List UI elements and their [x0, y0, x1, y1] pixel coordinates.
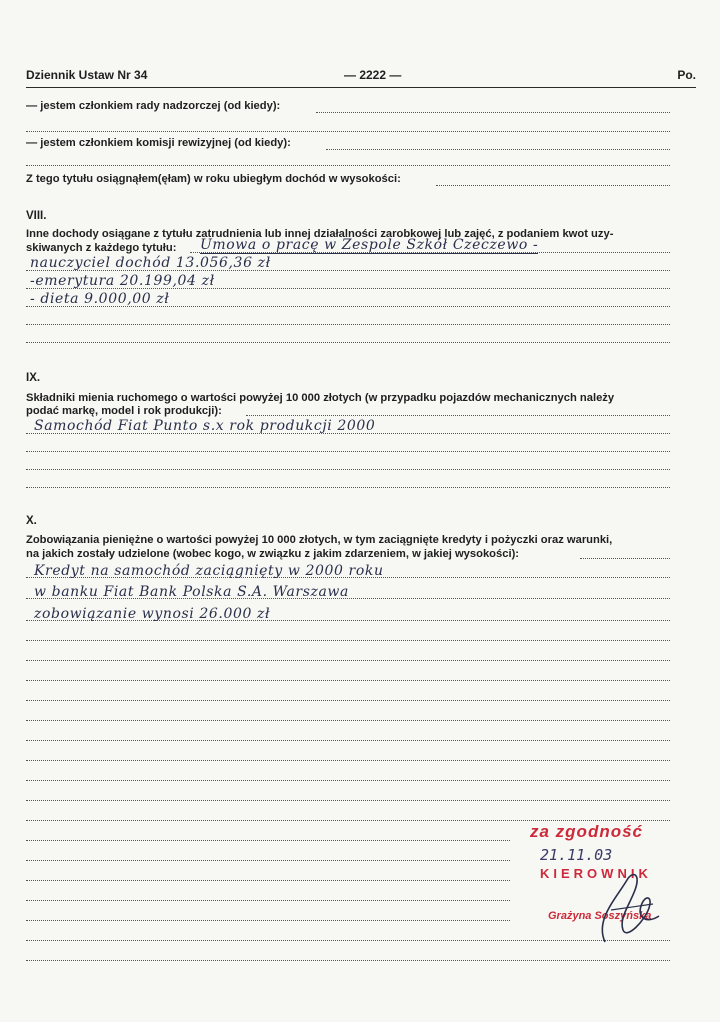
- signature-image: [575, 860, 665, 950]
- dotted-line: [26, 660, 670, 661]
- dotted-line: [26, 680, 670, 681]
- rada-line: — jestem członkiem rady nadzorczej (od kiedy):: [26, 100, 281, 112]
- dotted-line: [326, 149, 670, 150]
- dotted-line: [26, 880, 510, 881]
- section-viii-text-2: skiwanych z każdego tytułu:: [26, 242, 177, 254]
- section-ix-text-1: Składniki mienia ruchomego o wartości powyżej 10 000 złotych (w przypadku pojazdów mechanicznych należy: [26, 392, 615, 404]
- dotted-line: [246, 415, 670, 416]
- dotted-line: [26, 165, 670, 166]
- section-viii-title: VIII.: [26, 210, 47, 222]
- dotted-line: [26, 342, 670, 343]
- page-header: [26, 66, 696, 86]
- dotted-line: [26, 740, 670, 741]
- stamp-title: KIEROWNIK: [540, 866, 652, 881]
- handwritten-entry: - dieta 9.000,00 zł: [30, 291, 170, 307]
- dotted-line: [26, 700, 670, 701]
- dotted-line: [26, 840, 510, 841]
- dochod-line: Z tego tytułu osiągnąłem(ęłam) w roku ubiegłym dochód w wysokości:: [26, 173, 401, 185]
- handwritten-entry: zobowiązanie wynosi 26.000 zł: [34, 606, 271, 622]
- dotted-line: [26, 780, 670, 781]
- section-ix-text-2: podać markę, model i rok produkcji):: [26, 405, 222, 417]
- dotted-line: [26, 760, 670, 761]
- dotted-line: [26, 451, 670, 452]
- handwritten-entry: w banku Fiat Bank Polska S.A. Warszawa: [34, 584, 349, 600]
- dotted-line: [316, 112, 670, 113]
- dotted-line: [436, 185, 670, 186]
- section-x-text-2: na jakich zostały udzielone (wobec kogo, w związku z jakim zdarzeniem, w jakiej wysokości):: [26, 548, 520, 560]
- stamp-name: Grażyna Soszyńska: [548, 910, 652, 922]
- dotted-line: [26, 469, 670, 470]
- header-right: Po.: [677, 68, 696, 82]
- header-rule: [26, 87, 696, 88]
- dotted-line: [26, 487, 670, 488]
- dotted-line: [26, 940, 670, 941]
- dotted-line: [26, 920, 510, 921]
- handwritten-entry: -emerytura 20.199,04 zł: [30, 273, 215, 289]
- dotted-line: [26, 324, 670, 325]
- dotted-line: [26, 131, 670, 132]
- komisja-line: — jestem członkiem komisji rewizyjnej (od kiedy):: [26, 137, 291, 149]
- handwritten-entry: Kredyt na samochód zaciągnięty w 2000 roku: [34, 563, 384, 579]
- stamp-date: 21.11.03: [540, 846, 613, 864]
- dotted-line: [26, 860, 510, 861]
- handwritten-entry: Samochód Fiat Punto s.x rok produkcji 2000: [34, 418, 376, 434]
- dotted-line: [26, 640, 670, 641]
- section-ix-title: IX.: [26, 372, 41, 384]
- handwritten-entry: Umowa o pracę w Zespole Szkół Czeczewo -: [200, 237, 539, 253]
- page-number: — 2222 —: [344, 68, 402, 82]
- dotted-line: [580, 558, 670, 559]
- certification-stamp: za zgodność: [530, 822, 644, 841]
- dotted-line: [26, 800, 670, 801]
- section-viii-text-1: Inne dochody osiągane z tytułu zatrudnienia lub innej działalności zarobkowej lub zajęć, z podaniem kwot uzy-: [26, 228, 614, 240]
- dotted-line: [26, 820, 670, 821]
- dotted-line: [26, 900, 510, 901]
- dotted-line: [26, 960, 670, 961]
- section-x-title: X.: [26, 515, 37, 527]
- section-x-text-1: Zobowiązania pieniężne o wartości powyżej 10 000 złotych, w tym zaciągnięte kredyty i pożyczki oraz warunki,: [26, 534, 613, 546]
- dotted-line: [26, 720, 670, 721]
- journal-title: Dziennik Ustaw Nr 34: [26, 68, 148, 82]
- handwritten-entry: nauczyciel dochód 13.056,36 zł: [30, 255, 271, 271]
